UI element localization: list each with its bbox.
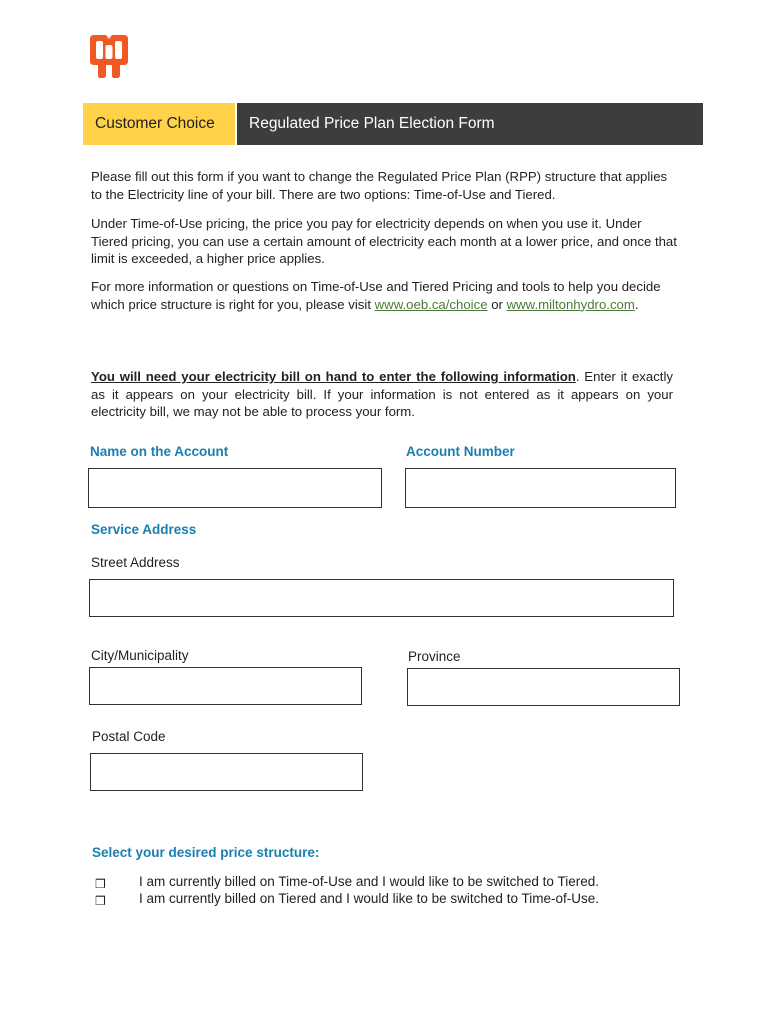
service-address-label: Service Address: [91, 522, 197, 537]
province-field[interactable]: [407, 668, 680, 706]
milton-hydro-link[interactable]: www.miltonhydro.com: [506, 296, 635, 312]
intro-paragraph-3-end: .: [634, 296, 639, 312]
postal-code-field[interactable]: [90, 753, 363, 791]
province-label: Province: [408, 649, 461, 664]
name-on-account-field[interactable]: [88, 468, 382, 508]
bill-notice: [91, 368, 673, 421]
tou-to-tiered-label: I am currently billed on Time-of-Use and I would like to be switched to Tiered.: [139, 874, 599, 889]
bill-notice-rest: . Enter it exactly as it appears on your electricity bill. If your information is not entered as it appears on your electricity bill, we may not be able to process your form.: [91, 369, 673, 419]
account-number-label: Account Number: [406, 444, 515, 459]
street-address-field[interactable]: [89, 579, 674, 617]
name-on-account-label: Name on the Account: [90, 444, 229, 459]
banner-customer-choice: Customer Choice: [83, 103, 235, 145]
price-option-row: [95, 892, 106, 910]
postal-code-label: Postal Code: [92, 729, 166, 744]
intro-paragraph-3: [91, 278, 681, 313]
milton-hydro-logo-icon: [86, 33, 132, 79]
tiered-to-tou-label: I am currently billed on Tiered and I would like to be switched to Time-of-Use.: [139, 891, 599, 906]
oeb-choice-link[interactable]: www.oeb.ca/choice: [374, 296, 488, 312]
account-number-field[interactable]: [405, 468, 676, 508]
price-structure-heading: Select your desired price structure:: [92, 845, 320, 860]
intro-paragraph-2: Under Time-of-Use pricing, the price you pay for electricity depends on when you use it. Under Tiered pricing, you can use a certain amount of electricity each month at a lower price, and once that limit is exceeded, a higher price applies.: [91, 216, 677, 266]
city-municipality-label: City/Municipality: [91, 648, 189, 663]
street-address-label: Street Address: [91, 555, 180, 570]
intro-paragraph-3-mid: or: [487, 296, 507, 312]
intro-paragraph-3-start: For more information or questions on Time-of-Use and Tiered Pricing and tools to help you decide which price structure is right for you, please visit: [91, 279, 661, 312]
tiered-to-tou-checkbox[interactable]: ❒: [95, 894, 106, 908]
city-municipality-field[interactable]: [89, 667, 362, 705]
price-option-row: [95, 875, 106, 893]
intro-paragraph-1: Please fill out this form if you want to change the Regulated Price Plan (RPP) structure that applies to the Electricity line of your bill. There are two options: Time-of-Use and Tiered.: [91, 169, 668, 202]
bill-notice-emphasis: You will need your electricity bill on hand to enter the following information: [91, 369, 576, 384]
form-title: Regulated Price Plan Election Form: [237, 103, 703, 145]
tou-to-tiered-checkbox[interactable]: ❒: [95, 877, 106, 891]
